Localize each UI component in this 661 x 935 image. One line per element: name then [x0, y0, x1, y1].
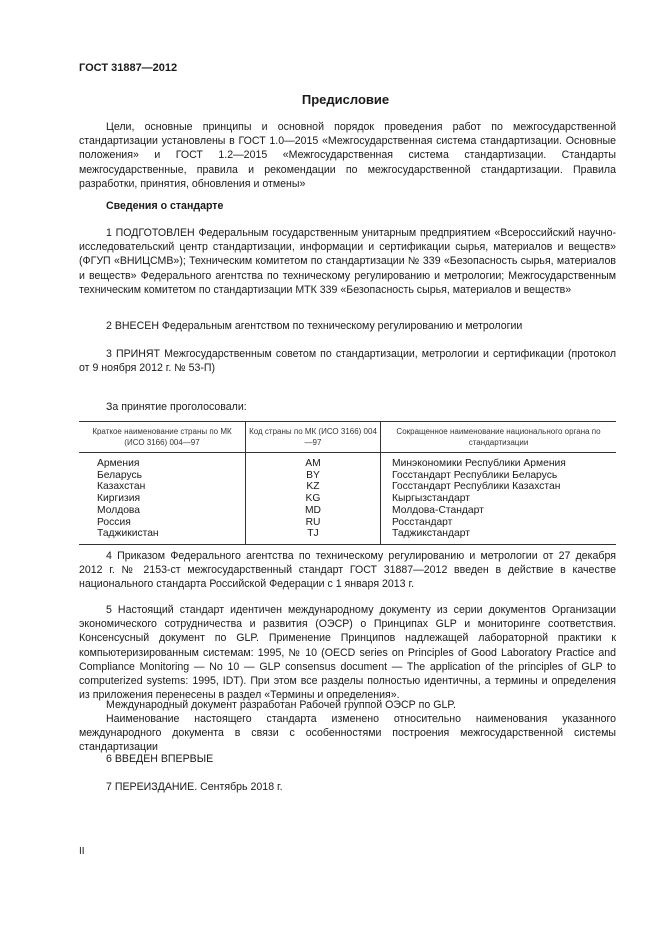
- country-cell: Молдова: [97, 504, 141, 516]
- code-cell: BY: [306, 469, 320, 481]
- country-cell: Казахстан: [97, 481, 146, 493]
- country-cell: Киргизия: [97, 493, 141, 505]
- organ-cell: Госстандарт Республики Беларусь: [392, 469, 558, 481]
- item-7-paragraph: 7 ПЕРЕИЗДАНИЕ. Сентябрь 2018 г.: [106, 781, 283, 793]
- country-cell: Беларусь: [97, 469, 143, 481]
- code-cell: RU: [305, 516, 321, 528]
- table-header-organ: Сокращенное наименование национального органа по стандартизации: [381, 422, 617, 453]
- table-header-code: Код страны по МК (ИСО 3166) 004—97: [246, 422, 381, 453]
- page-number: II: [79, 846, 85, 857]
- code-cell: KZ: [306, 481, 320, 493]
- item-5-rename-note: Наименование настоящего стандарта изменено относительно наименования указанного международного документа в связи с особенностями построения межгосударственной системы стандартизации: [79, 713, 616, 754]
- organ-cell: Минэкономики Республики Армения: [392, 458, 566, 469]
- item-1-paragraph: 1 ПОДГОТОВЛЕН Федеральным государственным унитарным предприятием «Всероссийский научно-исследовательский центр стандартизации, информации и сертификации сырья, материалов и веществ» (ФГУП «ВНИЦСМВ»); Техническим комитетом по стандартизации № 339 «Безопасность сырья, материалов и веществ» Федерального агентства по техническому регулированию и метрологии; Межгосударственным техническим комитетом по стандартизации МТК 339 «Безопасность сырья, материалов и веществ»: [79, 227, 616, 296]
- organ-cell: Госстандарт Республики Казахстан: [392, 481, 561, 493]
- country-column: [79, 453, 246, 545]
- vote-label: За принятие проголосовали:: [106, 401, 247, 413]
- item-4-paragraph: 4 Приказом Федерального агентства по техническому регулированию и метрологии от 27 декабря 2012 г. № 2153-ст межгосударственный стандарт ГОСТ 31887—2012 введен в действие в качестве национального стандарта Российской Федерации с 1 января 2013 г.: [79, 550, 616, 591]
- section-subheading: Сведения о стандарте: [106, 200, 224, 212]
- country-cell: Таджикистан: [97, 528, 159, 540]
- item-5-paragraph: 5 Настоящий стандарт идентичен международному документу из серии документов Организации экономического сотрудничества и развития (ОЭСР) о Принципах GLP и мониторинге соответствия. Консенсусный документ по GLP. Применение Принципов надлежащей лабораторной практики к компьютеризированным системам: 1995, № 10 (OECD series on Principles of Good Laboratory Practice and Compliance Monitoring — No 10 — GLP consensus document — The application of the principles of GLP to computerized systems: 1995, IDT). При этом все разделы полностью идентичны, а термины и определения из приложения перенесены в раздел «Термины и определения».: [79, 604, 616, 702]
- country-cell: Армения: [97, 458, 140, 469]
- voting-table: [79, 421, 616, 545]
- organ-cell: Росстандарт: [392, 516, 453, 528]
- item-2-paragraph: 2 ВНЕСЕН Федеральным агентством по техническому регулированию и метрологии: [106, 320, 523, 332]
- code-cell: MD: [304, 504, 321, 516]
- code-cell: TJ: [307, 528, 319, 540]
- organ-cell: Кыргызстандарт: [392, 493, 471, 505]
- table-body-row: [79, 453, 616, 545]
- code-cell: KG: [305, 493, 321, 505]
- country-cell: Россия: [97, 516, 131, 528]
- document-header: ГОСТ 31887—2012: [79, 62, 178, 74]
- table-header-country: Краткое наименование страны по МК (ИСО 3166) 004—97: [79, 422, 246, 453]
- page-title: Предисловие: [301, 92, 390, 107]
- item-6-paragraph: 6 ВВЕДЕН ВПЕРВЫЕ: [106, 753, 214, 765]
- organ-cell: Молдова-Стандарт: [392, 504, 484, 516]
- table-header-row: [79, 422, 616, 453]
- item-3-paragraph: 3 ПРИНЯТ Межгосударственным советом по стандартизации, метрологии и сертификации (протокол от 9 ноября 2012 г. № 53-П): [79, 348, 616, 375]
- intro-paragraph: Цели, основные принципы и основной порядок проведения работ по межгосударственной стандартизации установлены в ГОСТ 1.0—2015 «Межгосударственная система стандартизации. Основные положения» и ГОСТ 1.2—2015 «Межгосударственная система стандартизации. Стандарты межгосударственные, правила и рекомендации по межгосударственной стандартизации. Правила разработки, принятия, обновления и отмены»: [79, 121, 616, 190]
- organ-column: [381, 453, 617, 545]
- item-5-note: Международный документ разработан Рабочей группой ОЭСР по GLP.: [106, 699, 456, 711]
- organ-cell: Таджикстандарт: [392, 528, 470, 540]
- code-column: [246, 453, 381, 545]
- code-cell: AM: [305, 458, 321, 469]
